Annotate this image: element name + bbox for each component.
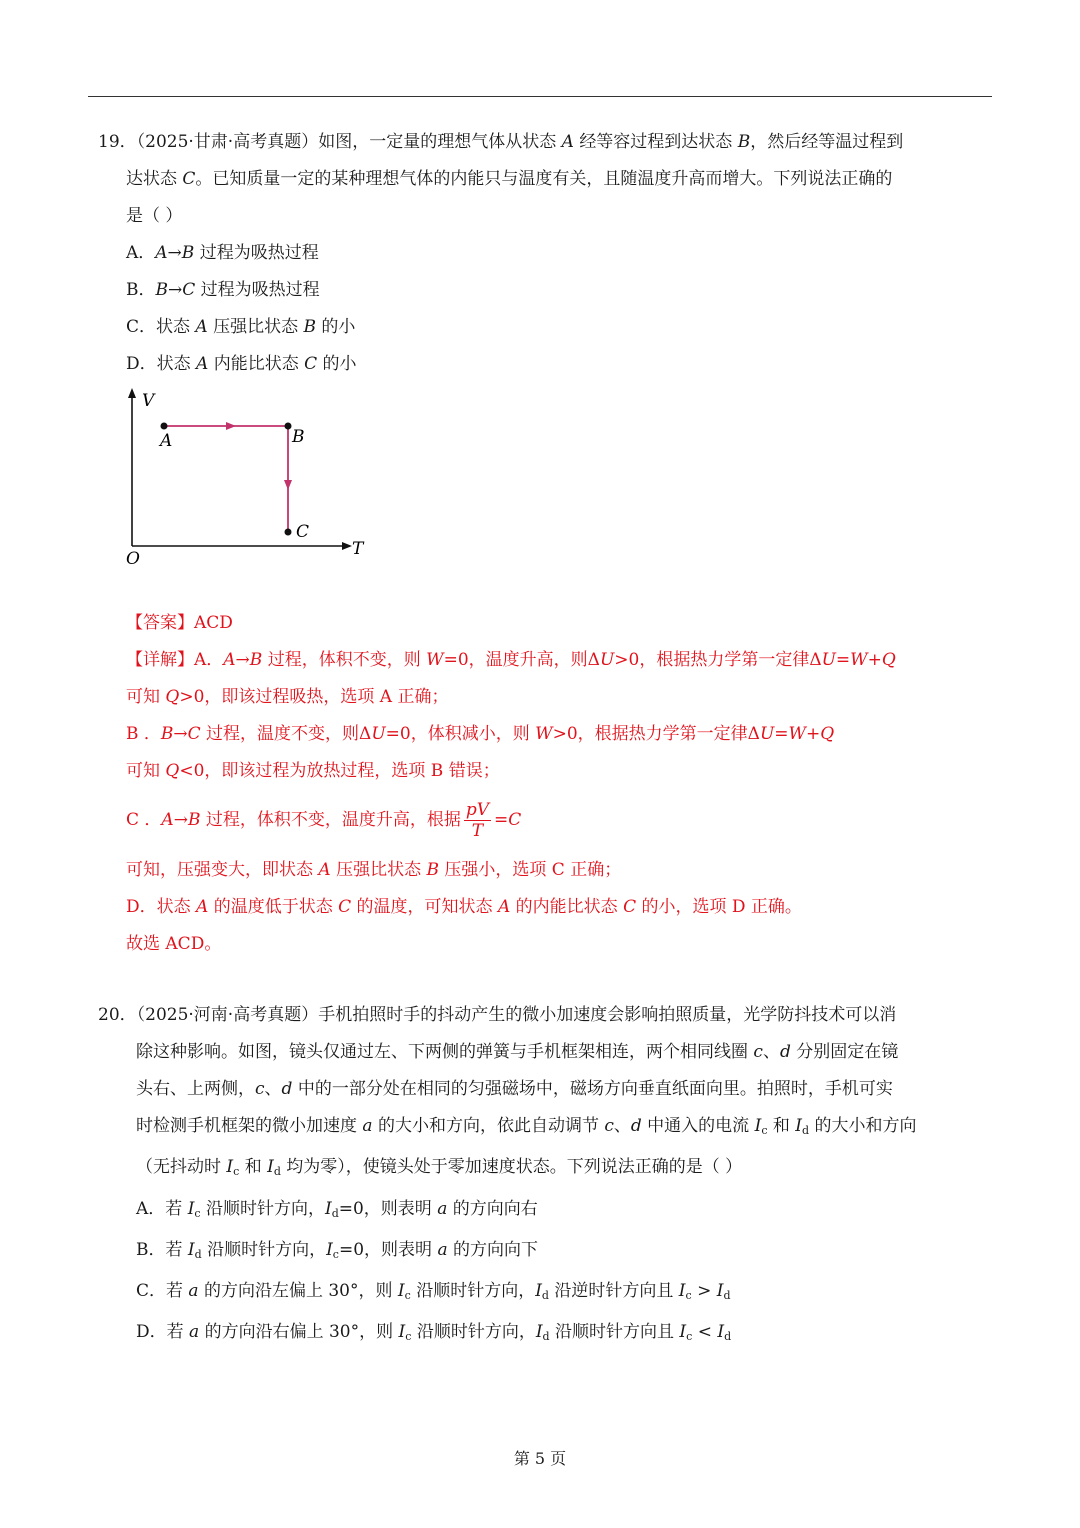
q19-detail-5: C ．A→B 过程，体积不变，温度升高，根据 $\frac{pV}{T}$ =C: [126, 800, 522, 841]
q20-line-3: 头右、上两侧，c、d 中的一部分处在相同的匀强磁场中，磁场方向垂直纸面向里。拍照时，手机可实: [136, 1079, 893, 1099]
point-a: [161, 423, 168, 430]
point-b: [285, 423, 292, 430]
q19-line-2: 达状态 C。已知质量一定的某种理想气体的内能只与温度有关，且随温度升高而增大。下列说法正确的: [126, 169, 893, 189]
q20-option-b: B．若 $I_d$ 沿顺时针方向，$I_c=0$，则表明 a 的方向向下: [136, 1240, 538, 1261]
vt-graph: [118, 386, 378, 576]
q19-line-3: 是（ ）: [126, 206, 183, 226]
q19-detail-2: 可知 Q>0，即该过程吸热，选项 A 正确；: [126, 687, 449, 707]
q20-option-c: C．若 a 的方向沿左偏上 30°，则 $I_c$ 沿顺时针方向，$I_d$ 沿逆时针方向且 $I_c > I_d$: [136, 1281, 731, 1302]
q19-detail-8: 故选 ACD。: [126, 934, 222, 954]
q19-detail-7: D．状态 A 的温度低于状态 C 的温度，可知状态 A 的内能比状态 C 的小，选项 D 正确。: [126, 897, 802, 917]
q19-option-c: C．状态 A 压强比状态 B 的小: [126, 317, 356, 337]
q19-detail-3: B ．B→C 过程，温度不变，则ΔU=0，体积减小，则 W>0，根据热力学第一定律ΔU=W+Q: [126, 724, 835, 744]
point-c-label: C: [296, 522, 310, 542]
header-rule: [88, 96, 992, 97]
page-number: 第 5 页: [513, 1449, 567, 1468]
q20-line-5: （无抖动时 $I_c$ 和 $I_d$ 均为零），使镜头处于零加速度状态。下列说法正确的是（ ）: [136, 1157, 743, 1178]
q19-option-a: A．A→B 过程为吸热过程: [126, 243, 319, 263]
y-axis-label: V: [142, 391, 155, 411]
q19-detail-1: 【详解】A．A→B 过程，体积不变，则 W=0，温度升高，则ΔU>0，根据热力学第一定律ΔU=W+Q: [126, 650, 896, 670]
q20-line-1: 20．（2025·河南·高考真题）手机拍照时手的抖动产生的微小加速度会影响拍照质量，光学防抖技术可以消: [98, 1005, 897, 1025]
pv-over-t-fraction: $\frac{pV}{T}$: [465, 800, 490, 841]
q19-answer: 【答案】ACD: [126, 613, 233, 633]
q19-detail-6: 可知，压强变大，即状态 A 压强比状态 B 压强小，选项 C 正确；: [126, 860, 622, 880]
point-b-label: B: [292, 427, 305, 447]
q19-detail-4: 可知 Q<0，即该过程为放热过程，选项 B 错误；: [126, 761, 500, 781]
q19-line-1: 19．（2025·甘肃·高考真题）如图，一定量的理想气体从状态 A 经等容过程到达状态 B，然后经等温过程到: [98, 132, 904, 152]
point-a-label: A: [160, 431, 173, 451]
q19-option-d: D．状态 A 内能比状态 C 的小: [126, 354, 357, 374]
point-c: [285, 529, 292, 536]
y-axis-arrow-icon: [128, 388, 136, 398]
arrow-bc-icon: [284, 480, 292, 490]
q20-option-d: D．若 a 的方向沿右偏上 30°，则 $I_c$ 沿顺时针方向，$I_d$ 沿顺时针方向且 $I_c < I_d$: [136, 1322, 732, 1343]
q19-option-b: B．B→C 过程为吸热过程: [126, 280, 320, 300]
q20-line-4: 时检测手机框架的微小加速度 a 的大小和方向，依此自动调节 c、d 中通入的电流 $I_c$ 和 $I_d$ 的大小和方向: [136, 1116, 917, 1137]
q20-option-a: A．若 $I_c$ 沿顺时针方向，$I_d=0$，则表明 a 的方向向右: [136, 1199, 538, 1220]
origin-label: O: [126, 549, 140, 569]
arrow-ab-icon: [226, 422, 236, 430]
q20-line-2: 除这种影响。如图，镜头仅通过左、下两侧的弹簧与手机框架相连，两个相同线圈 c、d 分别固定在镜: [136, 1042, 899, 1062]
x-axis-label: T: [352, 539, 364, 559]
x-axis-arrow-icon: [342, 542, 352, 550]
